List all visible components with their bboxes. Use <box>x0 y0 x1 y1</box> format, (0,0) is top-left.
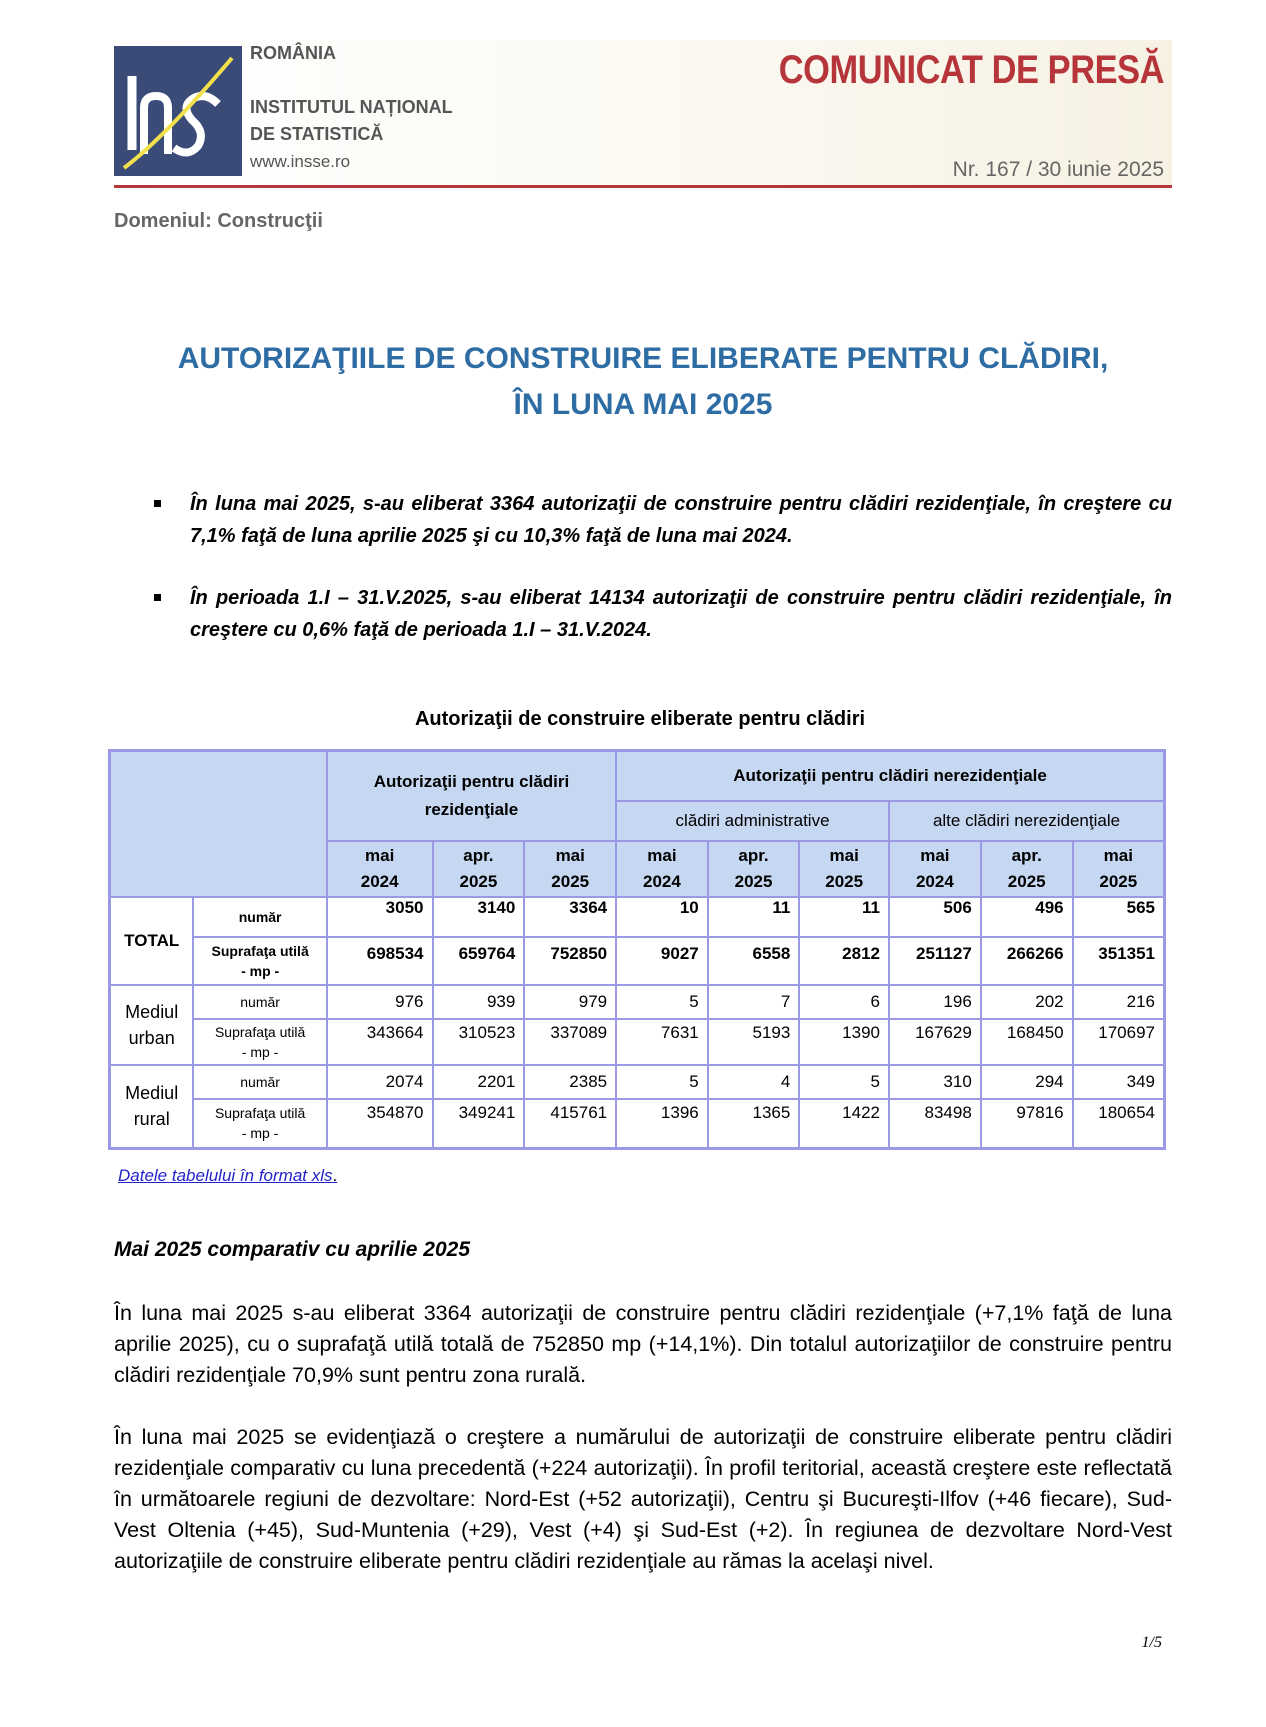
table-cell: 1390 <box>799 1019 889 1065</box>
square-bullet-icon <box>154 594 161 601</box>
header-other-nonresidential: alte clădiri nerezidenţiale <box>889 801 1165 841</box>
table-cell: 310 <box>889 1065 981 1099</box>
period-header: mai 2025 <box>799 841 889 897</box>
table-cell: 4 <box>708 1065 800 1099</box>
body-paragraph-1: În luna mai 2025 s-au eliberat 3364 autorizaţii de construire pentru clădiri rezidenţiale (+7,1% faţă de luna aprilie 2025), cu o suprafaţă utilă totală de 752850 mp (+14,1%). Din totalul autorizaţiilor de construire pentru clădiri rezidenţiale 70,9% sunt pentru zona rurală. <box>114 1301 1172 1387</box>
table-corner-cell <box>110 751 327 897</box>
row-label-number: număr <box>193 1065 326 1099</box>
table-cell: 3050 <box>327 897 433 937</box>
table-cell: 266266 <box>981 937 1073 985</box>
row-label-number: număr <box>193 897 326 937</box>
table-row <box>110 1065 1165 1099</box>
table-row <box>110 1019 1165 1065</box>
table-cell: 5 <box>616 1065 708 1099</box>
table-cell: 1396 <box>616 1099 708 1149</box>
table-row <box>110 937 1165 985</box>
permits-table <box>108 749 1166 1150</box>
table-cell: 349 <box>1073 1065 1165 1099</box>
table-cell: 752850 <box>524 937 616 985</box>
table-cell: 7631 <box>616 1019 708 1065</box>
table-cell: 979 <box>524 985 616 1019</box>
table-cell: 2812 <box>799 937 889 985</box>
group-label-urban: Mediul urban <box>110 985 194 1065</box>
highlights-list <box>150 488 1172 646</box>
document-title-line-2: ÎN LUNA MAI 2025 <box>513 388 773 421</box>
press-release-number: Nr. 167 / 30 iunie 2025 <box>952 158 1164 181</box>
institute-line-1: INSTITUTUL NAȚIONAL <box>250 97 453 117</box>
table-cell: 83498 <box>889 1099 981 1149</box>
period-header: apr. 2025 <box>433 841 525 897</box>
table-cell: 251127 <box>889 937 981 985</box>
table-cell: 97816 <box>981 1099 1073 1149</box>
table-cell: 11 <box>708 897 800 937</box>
table-cell: 2074 <box>327 1065 433 1099</box>
period-header: mai 2025 <box>524 841 616 897</box>
table-cell: 351351 <box>1073 937 1165 985</box>
table-cell: 9027 <box>616 937 708 985</box>
row-label-number: număr <box>193 985 326 1019</box>
page-number: 1/5 <box>1141 1634 1162 1651</box>
table-cell: 1422 <box>799 1099 889 1149</box>
table-cell: 939 <box>433 985 525 1019</box>
domain-label: Domeniul: Construcţii <box>114 210 323 232</box>
group-label-rural: Mediul rural <box>110 1065 194 1149</box>
highlight-item <box>150 488 1172 552</box>
table-cell: 180654 <box>1073 1099 1165 1149</box>
row-label-area: Suprafaţa utilă - mp - <box>193 1099 326 1149</box>
table-cell: 337089 <box>524 1019 616 1065</box>
institute-line-2: DE STATISTICĂ <box>250 124 384 144</box>
table-cell: 310523 <box>433 1019 525 1065</box>
header-residential: Autorizaţii pentru clădiri rezidenţiale <box>327 751 616 841</box>
table-cell: 5193 <box>708 1019 800 1065</box>
row-label-area: Suprafaţa utilă - mp - <box>193 937 326 985</box>
table-cell: 496 <box>981 897 1073 937</box>
period-header: mai 2024 <box>327 841 433 897</box>
table-cell: 11 <box>799 897 889 937</box>
table-cell: 506 <box>889 897 981 937</box>
table-cell: 168450 <box>981 1019 1073 1065</box>
table-cell: 170697 <box>1073 1019 1165 1065</box>
page-header <box>114 40 1172 188</box>
table-row <box>110 985 1165 1019</box>
table-cell: 5 <box>799 1065 889 1099</box>
table-cell: 976 <box>327 985 433 1019</box>
table-cell: 7 <box>708 985 800 1019</box>
table-cell: 565 <box>1073 897 1165 937</box>
institute-website[interactable]: www.insse.ro <box>250 152 351 171</box>
press-release-title: COMUNICAT DE PRESĂ <box>778 48 1164 92</box>
period-header: apr. 2025 <box>981 841 1073 897</box>
xls-data-link[interactable]: Datele tabelului în format xls. <box>118 1166 338 1185</box>
table-cell: 3140 <box>433 897 525 937</box>
table-cell: 343664 <box>327 1019 433 1065</box>
square-bullet-icon <box>154 500 161 507</box>
body-paragraph-2: În luna mai 2025 se evidenţiază o creştere a numărului de autorizaţii de construire eliberate pentru clădiri rezidenţiale comparativ cu luna precedentă (+224 autorizaţii). În profil teritorial, această creştere este reflectată în următoarele regiuni de dezvoltare: Nord-Est (+52 autorizaţii), Centru şi Bucureşti-Ilfov (+46 fiecare), Sud-Vest Oltenia (+45), Sud-Muntenia (+29), Vest (+4) şi Sud-Est (+2). În regiunea de dezvoltare Nord-Vest autorizaţiile de construire eliberate pentru clădiri rezidenţiale au rămas la acelaşi nivel. <box>114 1425 1172 1573</box>
table-cell: 349241 <box>433 1099 525 1149</box>
country-name: ROMÂNIA <box>250 43 336 63</box>
logo-text: INS <box>114 46 116 47</box>
table-cell: 216 <box>1073 985 1165 1019</box>
table-cell: 5 <box>616 985 708 1019</box>
section-heading: Mai 2025 comparativ cu aprilie 2025 <box>114 1238 471 1261</box>
table-cell: 202 <box>981 985 1073 1019</box>
table-cell: 698534 <box>327 937 433 985</box>
period-header: mai 2024 <box>889 841 981 897</box>
table-cell: 294 <box>981 1065 1073 1099</box>
header-administrative: clădiri administrative <box>616 801 889 841</box>
table-cell: 659764 <box>433 937 525 985</box>
period-header: mai 2025 <box>1073 841 1165 897</box>
table-row <box>110 897 1165 937</box>
group-label-total: TOTAL <box>110 897 194 985</box>
ins-logo <box>114 46 242 176</box>
header-divider <box>114 185 1172 188</box>
table-cell: 3364 <box>524 897 616 937</box>
table-row <box>110 1099 1165 1149</box>
period-header: mai 2024 <box>616 841 708 897</box>
table-cell: 6 <box>799 985 889 1019</box>
header-nonresidential: Autorizaţii pentru clădiri nerezidenţiale <box>616 751 1164 801</box>
row-label-area: Suprafaţa utilă - mp - <box>193 1019 326 1065</box>
highlight-text: În perioada 1.I – 31.V.2025, s-au eliberat 14134 autorizaţii de construire pentru clădiri rezidenţiale, în creştere cu 0,6% faţă de perioada 1.I – 31.V.2024. <box>190 587 1172 641</box>
table-cell: 2385 <box>524 1065 616 1099</box>
table-cell: 1365 <box>708 1099 800 1149</box>
document-title-line-1: AUTORIZAŢIILE DE CONSTRUIRE ELIBERATE PENTRU CLĂDIRI, <box>177 342 1109 375</box>
ins-logo-icon <box>114 46 242 176</box>
table-cell: 196 <box>889 985 981 1019</box>
table-cell: 354870 <box>327 1099 433 1149</box>
highlight-text: În luna mai 2025, s-au eliberat 3364 autorizaţii de construire pentru clădiri rezidenţiale, în creştere cu 7,1% faţă de luna aprilie 2025 şi cu 10,3% faţă de luna mai 2024. <box>190 493 1172 547</box>
table-caption: Autorizaţii de construire eliberate pentru clădiri <box>414 708 866 730</box>
highlight-item <box>150 582 1172 646</box>
table-cell: 167629 <box>889 1019 981 1065</box>
period-header: apr. 2025 <box>708 841 800 897</box>
table-cell: 2201 <box>433 1065 525 1099</box>
table-cell: 415761 <box>524 1099 616 1149</box>
table-cell: 10 <box>616 897 708 937</box>
table-cell: 6558 <box>708 937 800 985</box>
